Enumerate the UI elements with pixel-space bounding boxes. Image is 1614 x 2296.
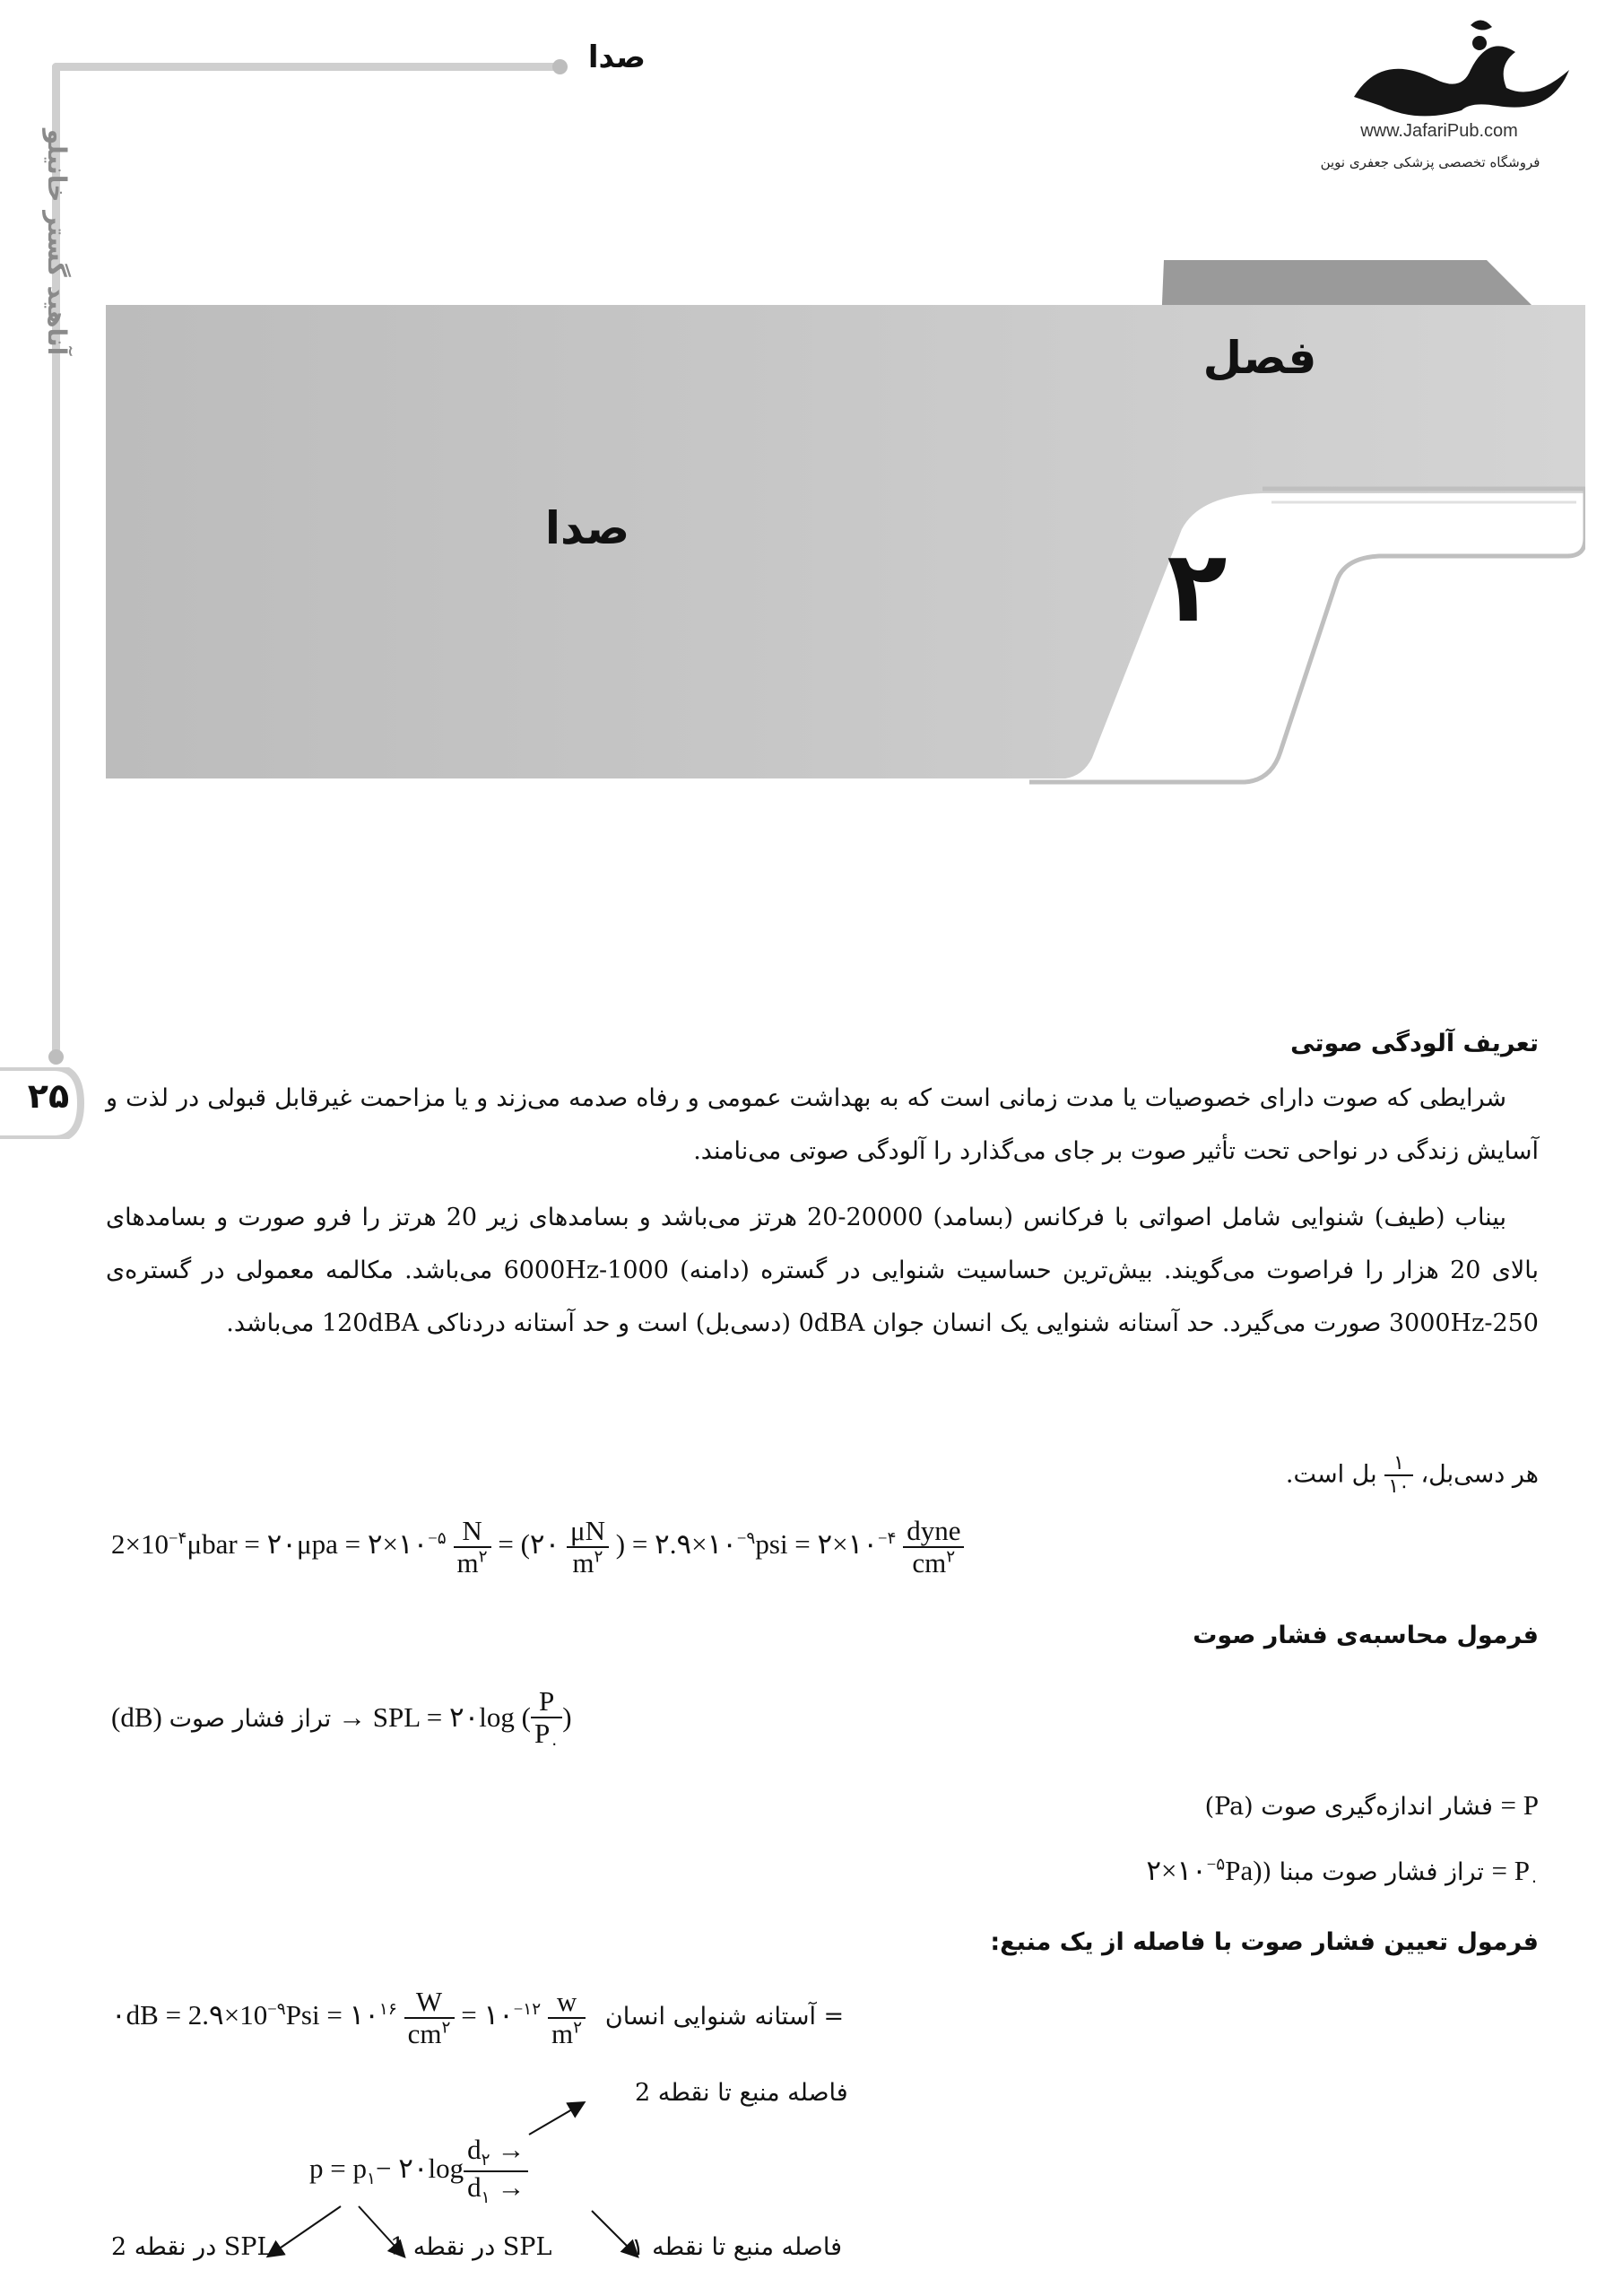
pressure-unit-equation	[111, 1516, 964, 1578]
running-header-title: صدا	[587, 39, 646, 75]
threshold-c-den-exp: ۲	[441, 2018, 451, 2038]
eq1-g-den-base: cm	[912, 1547, 947, 1579]
eq1-c-den-exp: ۲	[478, 1547, 488, 1567]
definition-p0-text: تراز فشار صوت مبنا (	[1262, 1858, 1484, 1886]
eq1-fraction-dyne-cm2	[903, 1516, 964, 1578]
eq1-c-den	[454, 1548, 491, 1578]
spl-equation	[111, 1686, 572, 1754]
definition-p0-value	[1146, 1855, 1262, 1886]
distance-formula-heading: فرمول تعیین فشار صوت با فاصله از یک منبع:	[990, 1928, 1539, 1956]
distance-num-arrow: →	[497, 2134, 525, 2165]
threshold-fraction-w-cm2	[404, 1987, 455, 2049]
noise-pollution-heading: تعریف آلودگی صوتی	[1290, 1030, 1539, 1057]
threshold-a: ۰dB = 2.۹×10	[111, 1999, 268, 2031]
distance-den-sub: ۱	[481, 2187, 490, 2207]
threshold-c-den-base: cm	[407, 2018, 442, 2050]
distance-num-base: d	[467, 2134, 482, 2165]
eq1-fraction-n-m2	[454, 1516, 491, 1578]
definition-p0-value-base: ۲×۱۰	[1146, 1855, 1207, 1886]
definition-p0	[1146, 1855, 1539, 1892]
eq1-g-den-exp: ۲	[946, 1547, 956, 1567]
distance-mid: − ۲۰log	[375, 2152, 464, 2184]
threshold-a-exp: −۹	[267, 1999, 286, 2019]
threshold-d-exp: −۱۲	[513, 1999, 542, 2019]
publisher-caption: فروشگاه تخصصی پزشکی جعفری نوین	[1320, 154, 1540, 170]
decibel-frac-den: ۱۰	[1388, 1475, 1410, 1499]
page-number: ۲۵	[27, 1076, 70, 1116]
definition-p0-symbol	[1491, 1855, 1539, 1892]
distance-label-spl1: SPL در نقطه 1	[390, 2233, 552, 2261]
chapter-banner	[106, 260, 1585, 798]
distance-den-arrow: →	[497, 2170, 525, 2203]
spl-den-sub: ۰	[550, 1735, 560, 1754]
publisher-url: www.JafariPub.com	[1360, 121, 1518, 141]
book-title-vertical: آناهید گستر خانیلو	[42, 128, 72, 356]
header-rule	[52, 63, 559, 71]
side-rule-dot	[48, 1049, 64, 1065]
distance-label-spl2: SPL در نقطه 2	[111, 2233, 273, 2261]
decibel-suffix: بل است.	[1285, 1460, 1377, 1489]
eq1-d-pre: = (۲۰	[498, 1528, 560, 1561]
distance-lhs-sub: ۱	[366, 2169, 376, 2188]
publisher-logo	[1327, 16, 1587, 178]
definition-p0-value-exp: −۵	[1206, 1855, 1226, 1874]
eq1-g-num: dyne	[903, 1516, 964, 1548]
pressure-formula-heading: فرمول محاسبه‌ی فشار صوت	[1193, 1622, 1539, 1649]
definition-p0-symbol-base: P	[1514, 1855, 1530, 1886]
eq1-e-exp: −۹	[736, 1528, 756, 1548]
decibel-definition	[1286, 1453, 1539, 1498]
eq1-f: psi = ۲×۱۰	[755, 1528, 878, 1561]
threshold-d: = ۱۰	[461, 1999, 514, 2031]
paragraph-hearing-spectrum-text: بیناب (طیف) شنوایی شامل اصواتی با فرکانس (بسامد) 20000-20 هرتز می‌باشد و بسامدهای زیر 20 هرتز را فرو صورت و بسامدهای بالای 20 هزار را فراصوت می‌گویند. بیش‌ترین حساسیت شنوایی در گستره (دامنه) 1000-6000Hz می‌باشد. مکالمه معمولی در گستره‌ی 250-3000Hz صورت می‌گیرد. حد آستانه شنوایی یک انسان جوان 0dBA (دسی‌بل) است و حد آستانه دردناکی 120dBA می‌باشد.	[106, 1204, 1540, 1337]
eq1-d-den-base: m	[572, 1547, 594, 1579]
definition-p	[1205, 1789, 1539, 1822]
definition-p-text: فشار اندازه‌گیری صوت (Pa)	[1204, 1793, 1493, 1821]
eq1-b-exp: −۵	[428, 1528, 447, 1548]
eq1-c-num: N	[454, 1516, 491, 1548]
chapter-number: ۲	[1167, 529, 1228, 644]
spl-close: )	[562, 1700, 572, 1733]
spl-den	[531, 1718, 562, 1754]
decibel-fraction	[1384, 1453, 1413, 1498]
paragraph-noise-definition	[106, 1072, 1539, 1178]
eq1-a-exp: −۴	[168, 1528, 187, 1548]
distance-den-base: d	[467, 2170, 482, 2203]
distance-label-top: فاصله منبع تا نقطه 2	[635, 2079, 848, 2107]
spl-unit: (dB)	[111, 1700, 162, 1733]
spl-label: تراز فشار صوت	[169, 1704, 332, 1733]
spl-fraction	[531, 1686, 562, 1754]
threshold-b-exp: ۱۶	[378, 1999, 397, 2019]
threshold-e-den-base: m	[551, 2018, 574, 2050]
threshold-e-den-exp: ۲	[573, 2018, 583, 2038]
threshold-b: Psi = ۱۰	[285, 1999, 379, 2031]
decibel-prefix: هر دسی‌بل،	[1420, 1460, 1539, 1489]
definition-p-symbol: P =	[1500, 1789, 1539, 1821]
paragraph-hearing-spectrum	[106, 1191, 1539, 1350]
eq1-d-den	[567, 1548, 609, 1578]
eq1-e: ) = ۲.۹×۱۰	[615, 1528, 737, 1561]
threshold-e-num: w	[548, 1987, 586, 2019]
threshold-label: آستانه شنوایی انسان =	[604, 2003, 845, 2031]
spl-lhs: → SPL = ۲۰log (	[338, 1700, 531, 1733]
eq1-fraction-un-m2	[567, 1516, 609, 1578]
definition-p0-unit: Pa)	[1225, 1855, 1263, 1886]
spl-den-base: P	[534, 1718, 551, 1750]
distance-num-sub: ۲	[481, 2151, 490, 2170]
chapter-title: صدا	[544, 502, 630, 554]
eq1-f-exp: −۴	[877, 1528, 897, 1548]
eq1-c-den-base: m	[456, 1547, 479, 1579]
decibel-frac-num: ۱	[1384, 1453, 1413, 1476]
distance-lhs: p = p	[309, 2152, 367, 2184]
definition-p0-symbol-sub: ۰	[1530, 1872, 1539, 1892]
eq1-a: 2×10	[111, 1528, 169, 1561]
eq1-d-den-exp: ۲	[594, 1547, 603, 1567]
threshold-fraction-w-m2	[548, 1987, 586, 2049]
distance-label-point1: فاصله منبع تا نقطه ۱	[631, 2233, 842, 2261]
eq1-g-den	[903, 1548, 964, 1578]
threshold-c-num: W	[404, 1987, 455, 2019]
hearing-threshold-equation	[111, 1987, 844, 2049]
chapter-label: فصل	[1202, 332, 1317, 384]
threshold-c-den	[404, 2019, 455, 2049]
threshold-e-den	[548, 2019, 586, 2049]
spl-num: P	[531, 1686, 562, 1718]
eq1-b: μbar = ۲۰μpa = ۲×۱۰	[187, 1528, 429, 1561]
eq1-d-num: μN	[567, 1516, 609, 1548]
paragraph-noise-definition-text: شرایطی که صوت دارای خصوصیات یا مدت زمانی است که به بهداشت عمومی و رفاه صدمه می‌زند و یا مزاحمت غیرقابل قبولی در لذت و آسایش زندگی در نواحی تحت تأثیر صوت بر جای می‌گذارد را آلودگی صوتی می‌نامند.	[106, 1084, 1539, 1165]
definition-p0-eq: =	[1491, 1855, 1507, 1886]
